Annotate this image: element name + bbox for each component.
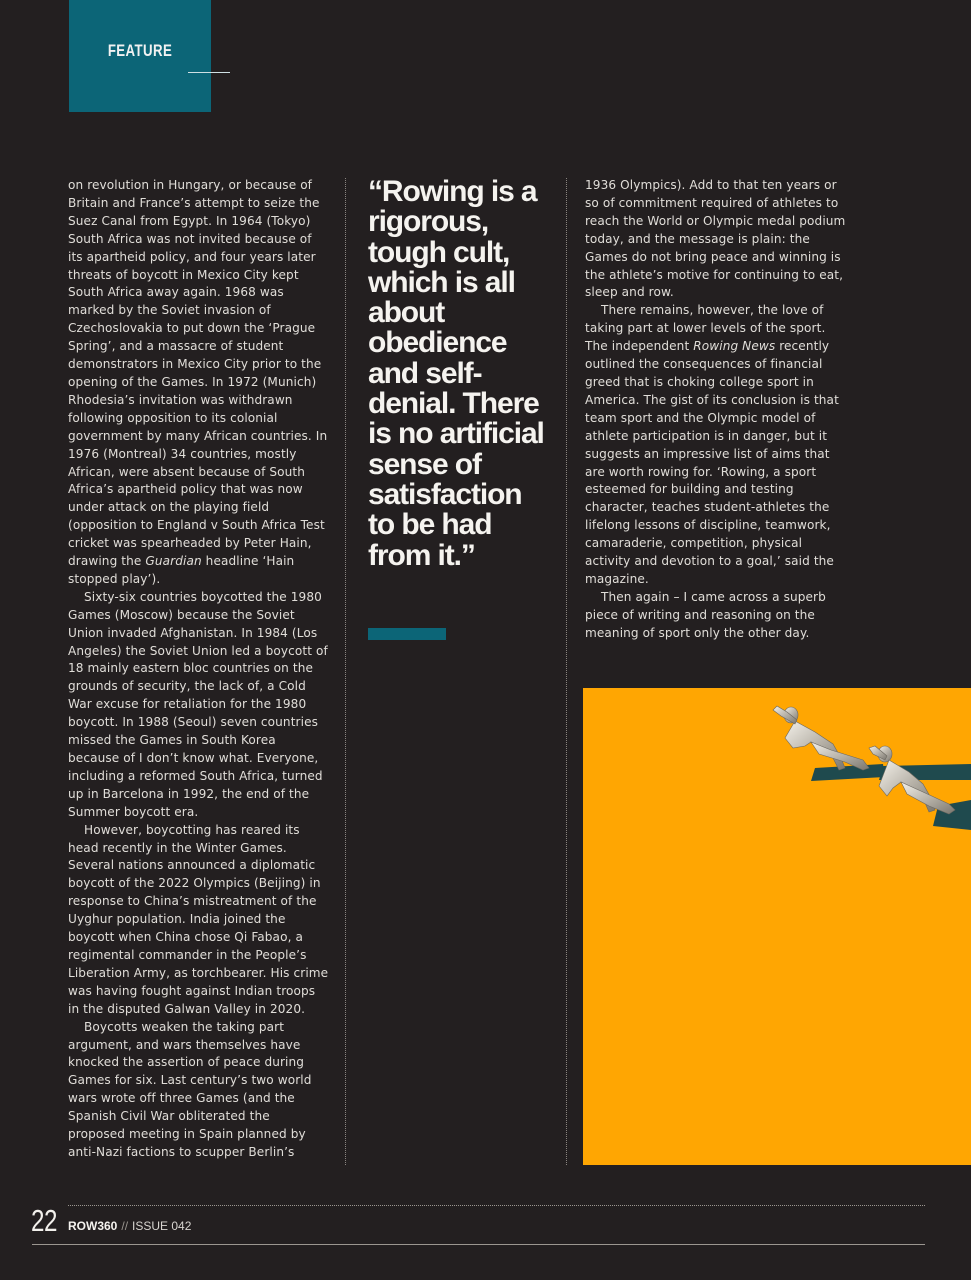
right-paragraph-2-text: There remains, however, the love of taking part at lower levels of the sport. The independent (585, 303, 826, 354)
left-column (68, 177, 330, 1162)
footer-dotted-rule (68, 1205, 925, 1206)
section-tab (69, 0, 211, 112)
left-paragraph-2: Sixty-six countries boycotted the 1980 Games (Moscow) because the Soviet Union invaded Afghanistan. In 1984 (Los Angeles) the Soviet Union led a boycott of 18 mainly eastern bloc countries on the grounds of security, the lack of, a Cold War excuse for retaliation for the 1980 boycott. In 1988 (Seoul) seven countries missed the Games in South Korea because of I don’t know what. Everyone, including a reformed South Africa, turned up in Barcelona in 1992, the end of the Summer boycott era. (68, 589, 328, 819)
right-paragraph-3: Then again – I came across a superb piece of writing and reasoning on the meaning of sport only the other day. (585, 589, 826, 640)
right-paragraph-1: 1936 Olympics). Add to that ten years or so of commitment required of athletes to reach the World or Olympic medal podium today, and the message is plain: the Games do not bring peace and winning is the athlete’s motive for continuing to eat, sleep and row. (585, 178, 846, 300)
left-paragraph-1-tail: headline ‘Hain stopped play’). (68, 554, 295, 586)
pull-quote: “Rowing is a rigorous, tough cult, which is all about obedience and self-denial. There is no artificial sense of satisfaction to be had from it.” (368, 175, 544, 572)
issue-label: ISSUE 042 (132, 1219, 192, 1233)
publication-name-guardian: Guardian (145, 554, 202, 569)
statue-base-1 (811, 764, 885, 781)
runner-figure-1 (773, 706, 869, 770)
column-divider-right (566, 178, 567, 1165)
right-paragraph-2 (585, 302, 847, 589)
left-paragraph-1-text: on revolution in Hungary, or because of Britain and France’s attempt to seize the Suez Canal from Egypt. In 1964 (Tokyo) South Africa was not invited because of its apartheid policy, and four years later threats of boycott in Mexico City kept South Africa away again. 1968 was marked by the Soviet invasion of Czechoslovakia to put down the ‘Prague Spring’, and a massacre of student demonstrators in Mexico City prior to the opening of the Games. In 1972 (Munich) Rhodesia’s invitation was withdrawn following opposition to its colonial government by many African countries. In 1976 (Montreal) 34 countries, mostly African, were absent because of South Africa’s apartheid policy that was now under attack on the playing field (opposition to England v South Africa Test cricket was spearheaded by Peter Hain, drawing the (68, 178, 328, 569)
left-paragraph-1 (68, 177, 330, 589)
right-column (585, 177, 847, 643)
footer-meta (68, 1219, 191, 1233)
column-divider-left (345, 178, 346, 1165)
sculpture-illustration (583, 688, 971, 1165)
pull-quote-accent-bar (368, 628, 446, 640)
publication-name-rowing-news: Rowing News (693, 339, 776, 354)
magazine-brand: ROW360 (68, 1219, 118, 1233)
right-paragraph-2-tail: recently outlined the consequences of financial greed that is choking college sport in America. The gist of its conclusion is that team sport and the Olympic model of athlete participation is in danger, but it suggests an impressive list of aims that are worth rowing for. ‘Rowing, a sport esteemed for building and testing character, teaches student-athletes the lifelong lessons of discipline, teamwork, camaraderie, competition, physical activity and devotion to a goal,’ said the magazine. (585, 339, 839, 586)
section-label-underline (188, 72, 230, 73)
sculpture-artwork (583, 688, 971, 1165)
footer-separator: // (121, 1219, 129, 1233)
left-paragraph-3: However, boycotting has reared its head recently in the Winter Games. Several nations announced a diplomatic boycott of the 2022 Olympics (Beijing) in response to China’s mistreatment of the Uyghur population. India joined the boycott when China chose Qi Fabao, a regimental commander in the People’s Liberation Army, as torchbearer. His crime was having fought against Indian troops in the disputed Galwan Valley in 2020. (68, 822, 329, 1016)
page-number: 22 (31, 1203, 58, 1238)
section-label: FEATURE (107, 41, 173, 60)
left-paragraph-4: Boycotts weaken the taking part argument, and wars themselves have knocked the assertion of peace during Games for six. Last century’s two world wars wrote off three Games (and the Spanish Civil War obliterated the proposed meeting in Spain planned by anti-Nazi factions to scupper Berlin’s (68, 1019, 312, 1159)
footer-solid-rule (32, 1244, 925, 1245)
